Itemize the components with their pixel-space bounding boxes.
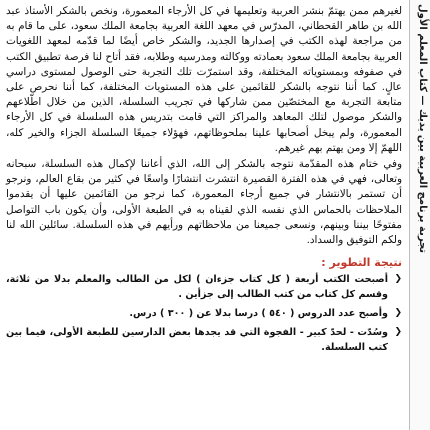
closing-paragraph: وفي ختام هذه المقدّمة نتوجه بالشكر إلى الله، الذي أعاننا لإكمال هذه السلسلة، سبحانه وتعالى، فهي في هذه الفترة القصيرة انتشرت انتشارًا واسعًا في كثير من بقاع العالم، ونرجو أن تستمر بالانتشار في جميع أرجاء المعمورة، كما نرجو من القائمين عليها أن يقدموا الملاحظات بالحماس الذي نفسه الذي لقيناه به في الطبعة الأولى، وأن يكون باب التواصل مفتوحًا بيننا وبينهم، ونسعى جميعنا من ملاحظاتهم ورأيهم في هذه السلسلة. سائلين الله لنا ولكم التوفيق والسداد. (6, 158, 402, 247)
list-item-text: أصبحت الكتب أربعة ( كل كتاب جزءان ) لكل من الطالب والمعلم بدلا من ثلاثة، وقسم كل كتاب من كتب الطالب إلى جزأين . (6, 274, 388, 301)
development-results-list (6, 272, 402, 355)
list-item-text: وسُدّت - لحدّ كبير - الفجوة التي قد يجدها بعض الدارسين للطبعة الأولى، فيما بين كتب السلسلة. (6, 327, 388, 354)
arrow-bullet-icon: ❮ (394, 308, 402, 319)
list-item-text: وأصبح عدد الدروس ( ٥٤٠ ) درسا بدلا عن ( ٣٠٠ ) درس. (129, 308, 388, 320)
arrow-bullet-icon: ❮ (394, 274, 402, 285)
arrow-bullet-icon: ❮ (394, 327, 402, 338)
list-item (6, 306, 402, 321)
intro-paragraph: لغيرهم ممن يهتمّ بنشر العربية وتعليمها في كل الأرجاء المعمورة، ونخص بالشكر الأستاذ عبد الله بن طاهر القحطاني، المدرّس في معهد اللغة العربية بجامعة الملك سعود، على ما قام به من مراجعة لهذه الكتب في إصدارها الجديد، والشكر خاص أيضًا لما قدّمه لمعهد اللغويات العربية بجامعة الملك سعود بعمادته ووكالته ومدرسيه وطلابه، فقد أتاح لنا فرصة تطبيق الكتب في صفوفه وبمستوياته المختلفة، وقد استمرّت تلك التجربة حتى الوصول لمستوى دراسي عالٍ. كما أننا نتوجه بالشكر للقائمين على هذه المستويات المختلفة، كما أننا نحرص على متابعة التجربة مع المختصّين ممن شاركها في تجريب السلسلة، الذين من خلال اطّلاعهم والشكر موصول لتلك المعاهد والمراكز التي قامت بتدريس هذه السلسلة في كل الأرجاء المعمورة، ولم يبخل أصحابها علينا بملحوظاتهم، فهؤلاء جميعًا السلسلة الجزاء والخير كله، اللهمّ إلا ومن يهتم بهم غيرهم. (6, 5, 402, 154)
page-content (6, 4, 402, 428)
list-item (6, 325, 402, 355)
side-header-text: تجربة برنامج العربية بين يديك — كتاب المعلم الأول (417, 4, 428, 254)
side-margin-strip (409, 0, 430, 430)
list-item (6, 272, 402, 302)
section-title: نتيجة التطوير : (321, 256, 402, 270)
